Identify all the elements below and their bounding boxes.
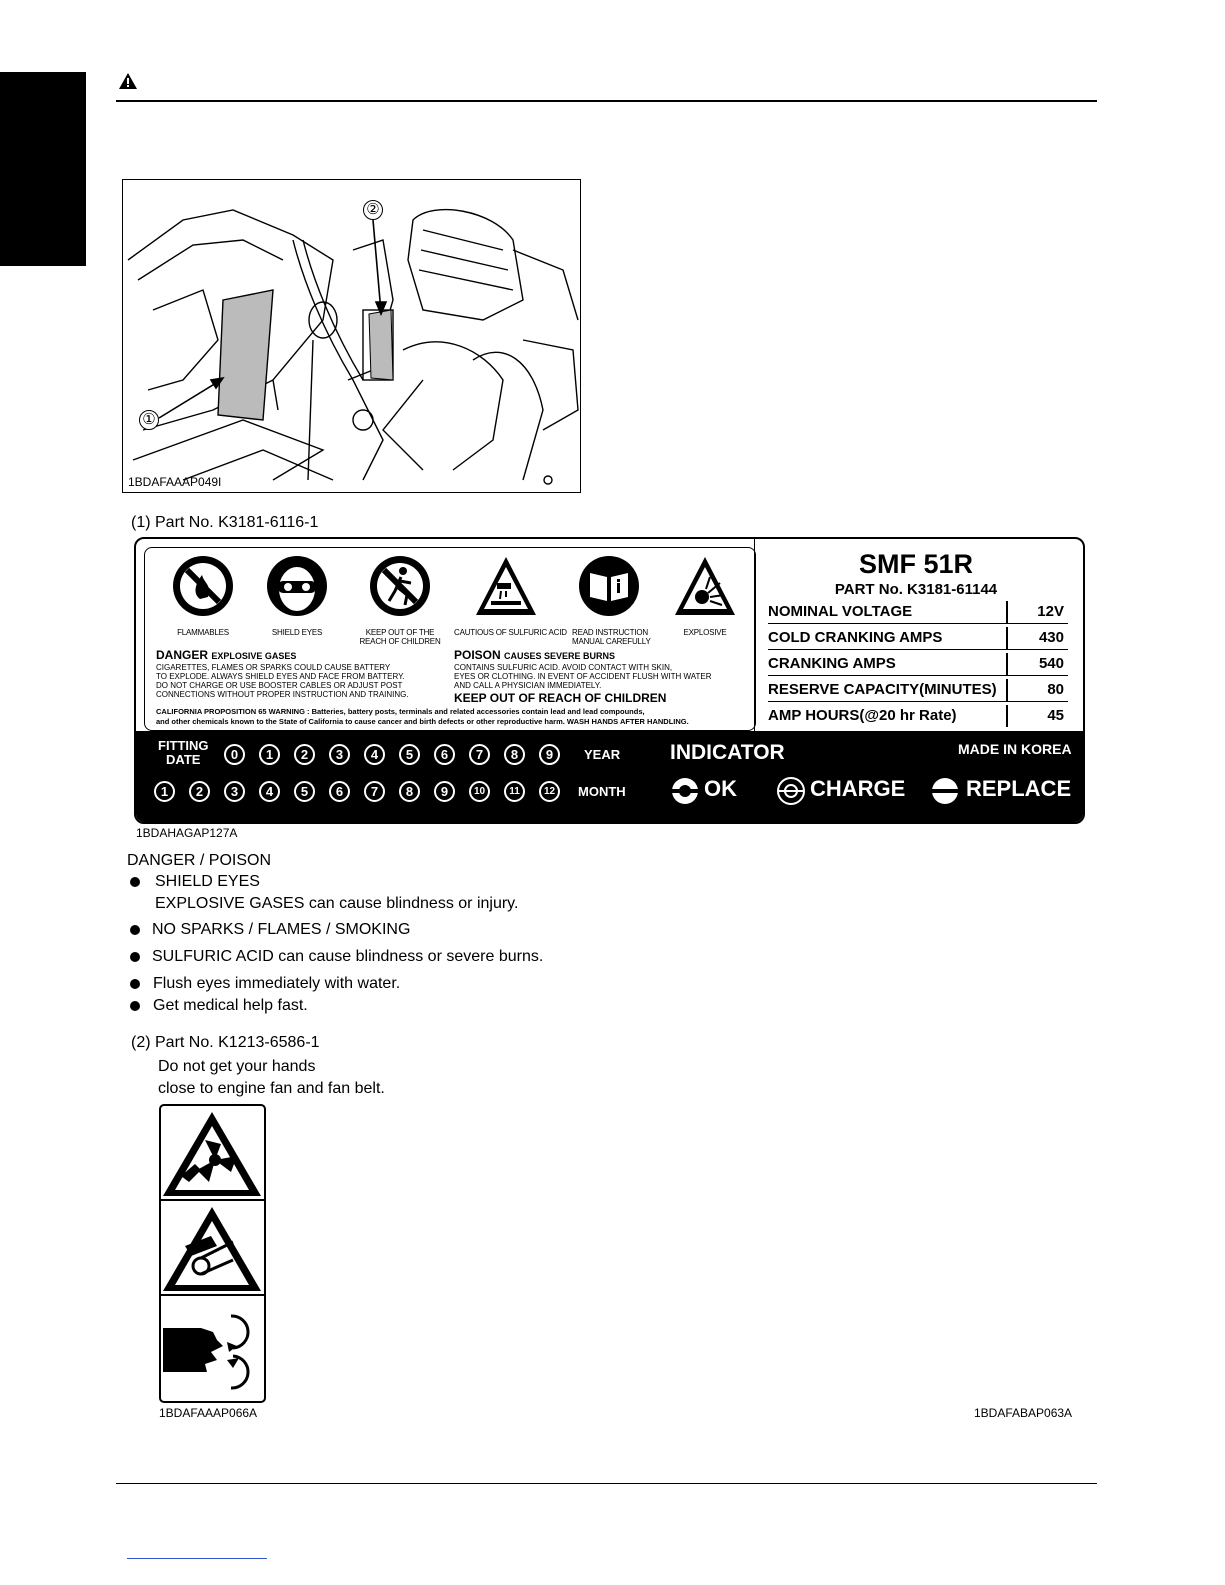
ok-indicator-icon (670, 776, 700, 806)
icon-shield-eyes: SHIELD EYES (262, 553, 332, 637)
explosion-warning-icon (672, 553, 738, 619)
fan-warning-decal (159, 1104, 266, 1403)
footer-rule (116, 1483, 1097, 1484)
fan-hazard-icon (163, 1112, 261, 1196)
year-number: 2 (294, 744, 315, 765)
bullet (130, 952, 140, 962)
fan-text-line-1: Do not get your hands (158, 1058, 316, 1075)
bullet (130, 1001, 140, 1011)
fan-decal-code: 1BDAFAAAP066A (159, 1406, 258, 1420)
month-number: 4 (259, 781, 280, 802)
engine-bay-illustration (122, 179, 581, 493)
year-number: 9 (539, 744, 560, 765)
spec-row: RESERVE CAPACITY(MINUTES) 80 (768, 675, 1068, 702)
month-number: 5 (294, 781, 315, 802)
icon-flammables: FLAMMABLES (168, 553, 238, 637)
year-number: 6 (434, 744, 455, 765)
month-number: 7 (364, 781, 385, 802)
danger-block: DANGER EXPLOSIVE GASES CIGARETTES, FLAMES OR SPARKS COULD CAUSE BATTERY TO EXPLODE. ALWAYS SHIELD EYES AND FACE FROM BATTERY. DO NOT CHARGE OR USE BOOSTER CABLES OR ADJUST POST CONNECTIONS WITHOUT PROPER INSTRUCTION AND TRAINING. (156, 648, 409, 699)
month-number: 8 (399, 781, 420, 802)
icon-explosive: EXPLOSIVE (670, 553, 740, 637)
no-flame-icon (170, 553, 236, 619)
spec-row: NOMINAL VOLTAGE 12V (768, 597, 1068, 624)
year-number: 5 (399, 744, 420, 765)
warning-triangle-icon (118, 72, 138, 90)
month-number: 11 (504, 781, 525, 802)
battery-warning-label (134, 537, 1085, 824)
replace-indicator-icon (930, 776, 960, 806)
battery-part-no: PART No. K3181-61144 (834, 581, 998, 598)
bullet (130, 877, 140, 887)
icon-read-manual: READ INSTRUCTION MANUAL CAREFULLY (572, 553, 646, 646)
charge-label: CHARGE (810, 776, 906, 801)
spec-row: CRANKING AMPS 540 (768, 649, 1068, 676)
fitting-date-band (136, 731, 1085, 824)
label-code: 1BDAHAGAP127A (136, 826, 238, 840)
page-image-code: 1BDAFABAP063A (974, 1406, 1073, 1420)
fan-label-caption: (2) Part No. K1213-6586-1 (131, 1034, 320, 1051)
note-5: Get medical help fast. (153, 997, 308, 1014)
year-number: 0 (224, 744, 245, 765)
bullet (130, 925, 140, 935)
prop65-line-1: CALIFORNIA PROPOSITION 65 WARNING : Batteries, battery posts, terminals and related accessories contain lead and lead compounds, (156, 707, 645, 716)
manual-book-icon (576, 553, 642, 619)
charge-indicator-icon (776, 776, 806, 806)
month-number: 9 (434, 781, 455, 802)
acid-warning-icon (473, 553, 539, 619)
hand-rotation-icon (163, 1316, 248, 1388)
belt-hazard-icon (163, 1207, 261, 1291)
month-number: 1 (154, 781, 175, 802)
battery-label-caption: (1) Part No. K3181-6116-1 (131, 514, 319, 531)
month-number: 2 (189, 781, 210, 802)
month-number: 10 (469, 781, 490, 802)
note-1-line-2: EXPLOSIVE GASES can cause blindness or injury. (155, 895, 519, 912)
month-label: MONTH (578, 784, 626, 799)
prop65-line-2: and other chemicals known to the State of California to cause cancer and birth defects or other reproductive harm. WASH HANDS AFTER HANDLING. (156, 717, 689, 726)
icon-sulfuric-acid: CAUTIOUS OF SULFURIC ACID (454, 553, 558, 637)
callout-2: ② (363, 200, 383, 220)
year-number: 7 (469, 744, 490, 765)
goggles-icon (264, 553, 330, 619)
year-number: 4 (364, 744, 385, 765)
month-number: 3 (224, 781, 245, 802)
spec-row: COLD CRANKING AMPS 430 (768, 623, 1068, 650)
fitting-date-label: FITTING DATE (158, 738, 209, 767)
month-number: 12 (539, 781, 560, 802)
notes-heading: DANGER / POISON (127, 852, 272, 869)
ok-label: OK (704, 776, 737, 801)
spec-row: AMP HOURS(@20 hr Rate) 45 (768, 701, 1068, 727)
footer-link-underline (127, 1558, 267, 1559)
callout-1: ① (139, 410, 159, 430)
bullet (130, 979, 140, 989)
year-number: 8 (504, 744, 525, 765)
no-children-icon (367, 553, 433, 619)
note-3: SULFURIC ACID can cause blindness or severe burns. (152, 948, 544, 965)
indicator-label: INDICATOR (670, 741, 785, 764)
year-number: 1 (259, 744, 280, 765)
note-1-line-1: SHIELD EYES (155, 873, 260, 890)
year-number: 3 (329, 744, 350, 765)
icon-keep-out-of-reach: KEEP OUT OF THE REACH OF CHILDREN (358, 553, 442, 646)
note-2: NO SPARKS / FLAMES / SMOKING (152, 921, 411, 938)
label-divider (754, 539, 755, 731)
month-number: 6 (329, 781, 350, 802)
fan-text-line-2: close to engine fan and fan belt. (158, 1080, 385, 1097)
figure-code: 1BDAFAAAP049I (128, 475, 222, 489)
year-label: YEAR (584, 747, 621, 762)
note-4: Flush eyes immediately with water. (153, 975, 401, 992)
replace-label: REPLACE (966, 776, 1072, 801)
made-in-label: MADE IN KOREA (958, 741, 1072, 757)
poison-block: POISON CAUSES SEVERE BURNS CONTAINS SULFURIC ACID. AVOID CONTACT WITH SKIN, EYES OR CLOTHING. IN EVENT OF ACCIDENT FLUSH WITH WATER AND CALL A PHYSICIAN IMMEDIATELY. KEEP OUT OF REACH OF CHILDREN (454, 648, 712, 705)
header-rule (116, 100, 1097, 102)
battery-model: SMF 51R (858, 549, 974, 579)
section-tab (0, 72, 86, 266)
